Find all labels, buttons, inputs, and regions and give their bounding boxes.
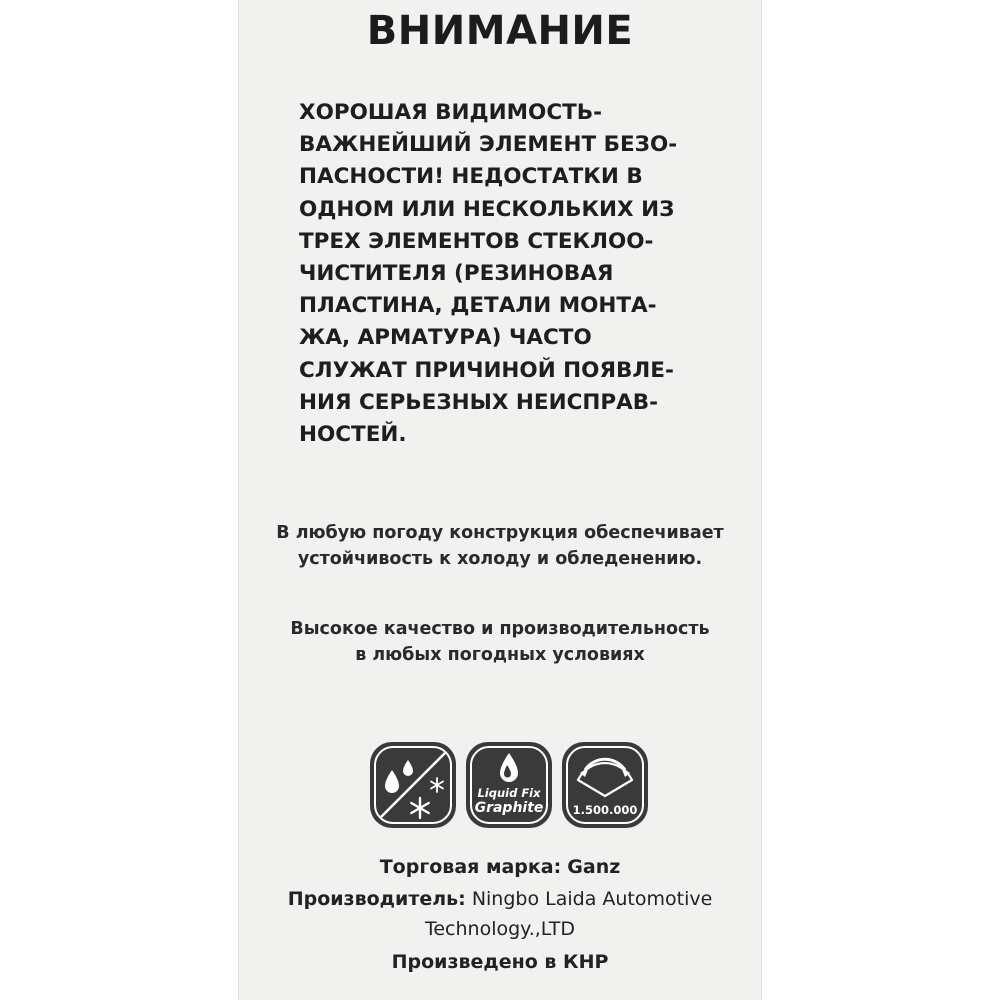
manufacturer-label: Производитель: [287,888,466,910]
wiping-cycles-icon [560,740,650,830]
weather-resistance-icon [368,740,458,830]
liquid-fix-graphite-icon [464,740,554,830]
manufacturer-line [248,884,752,944]
warning-line: СЛУЖАТ ПРИЧИНОЙ ПОЯВЛЕ- [299,357,674,383]
warning-line: ТРЕХ ЭЛЕМЕНТОВ СТЕКЛОО- [299,228,654,254]
warning-text [299,97,759,451]
warning-line: ПЛАСТИНА, ДЕТАЛИ МОНТА- [299,293,657,319]
icon-label-graphite: Graphite [474,800,544,816]
feature-line: В любую погоду конструкция обеспечивает [276,523,724,543]
feature-line: в любых погодных условиях [355,645,645,665]
feature-line: Высокое качество и производительность [290,619,710,639]
warning-line: НОСТЕЙ. [299,422,407,448]
brand-label: Торговая марка: [379,856,562,878]
feature-icons [360,740,660,840]
brand-value: Ganz [567,856,621,878]
icon-label-liquid-fix: Liquid Fix [477,786,541,800]
warning-line: ОДНОМ ИЛИ НЕСКОЛЬКИХ ИЗ [299,196,675,222]
warning-line: ЧИСТИТЕЛЯ (РЕЗИНОВАЯ [299,261,614,287]
warning-line: ХОРОШАЯ ВИДИМОСТЬ- [299,100,603,125]
warning-line: НИЯ СЕРЬЕЗНЫХ НЕИСПРАВ- [299,389,659,415]
feature-line: устойчивость к холоду и обледенению. [297,549,703,569]
manufacturer-value-cont: Technology.,LTD [424,918,575,940]
warning-line: ВАЖНЕЙШИЙ ЭЛЕМЕНТ БЕЗО- [299,132,678,158]
page-title: ВНИМАНИЕ [366,8,634,54]
brand-line [248,852,752,882]
warning-line: ПАСНОСТИ! НЕДОСТАТКИ В [299,164,643,190]
feature-quality [248,616,752,668]
origin-line: Произведено в КНР [391,951,609,973]
feature-cold-resistance [248,520,752,572]
warning-line: ЖА, АРМАТУРА) ЧАСТО [299,325,592,351]
icon-label-cycles: 1.500.000 [572,803,638,817]
manufacturer-value: Ningbo Laida Automotive [471,888,713,910]
